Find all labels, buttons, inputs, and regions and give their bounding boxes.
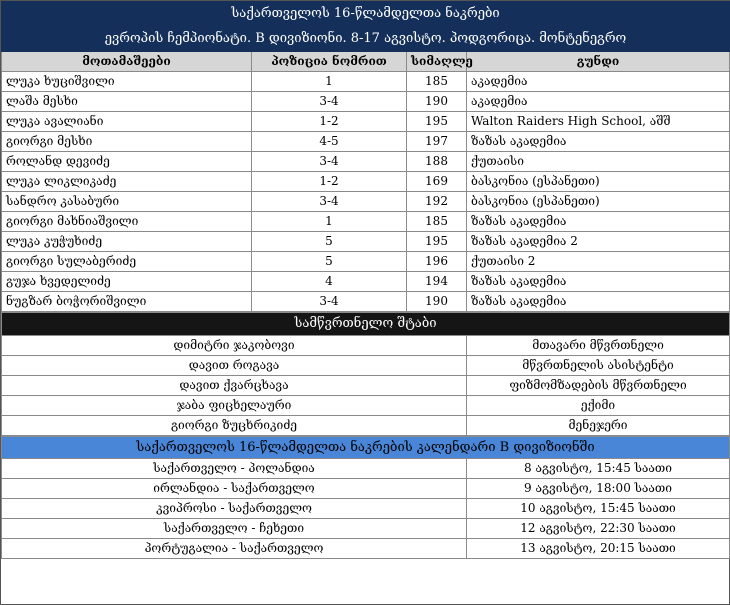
page-title: საქართველოს 16-წლამდელთა ნაკრები xyxy=(2,2,730,27)
match-teams: საქართველო - ჩეხეთი xyxy=(2,519,467,539)
player-height: 190 xyxy=(407,292,467,312)
player-row xyxy=(2,72,730,92)
player-name: ლუკა ავალიანი xyxy=(2,112,252,132)
player-team: ზაზას აკადემია xyxy=(467,212,730,232)
column-header-row xyxy=(2,52,730,72)
player-height: 196 xyxy=(407,252,467,272)
player-name: ლაშა მესხი xyxy=(2,92,252,112)
staff-role: ფიზმომზადების მწვრთნელი xyxy=(467,376,730,396)
player-position: 3-4 xyxy=(252,92,407,112)
player-height: 185 xyxy=(407,212,467,232)
subtitle-row xyxy=(2,27,730,52)
match-time: 9 აგვისტო, 18:00 საათი xyxy=(467,479,730,499)
calendar-table xyxy=(1,436,730,559)
player-name: ლუკა ლიკლიკაძე xyxy=(2,172,252,192)
player-team: ზაზას აკადემია xyxy=(467,272,730,292)
player-row xyxy=(2,92,730,112)
player-height: 169 xyxy=(407,172,467,192)
player-row xyxy=(2,172,730,192)
player-team: ქუთაისი xyxy=(467,152,730,172)
staff-row xyxy=(2,416,730,436)
player-height: 195 xyxy=(407,112,467,132)
match-teams: პორტუგალია - საქართველო xyxy=(2,539,467,559)
staff-role: მენეჯერი xyxy=(467,416,730,436)
staff-name: გიორგი ზუცხრიკიძე xyxy=(2,416,467,436)
player-position: 3-4 xyxy=(252,152,407,172)
player-height: 188 xyxy=(407,152,467,172)
match-teams: საქართველო - პოლანდია xyxy=(2,459,467,479)
staff-title: სამწვრთნელო შტაბი xyxy=(2,313,730,336)
player-name: გუჯა ხვედელიძე xyxy=(2,272,252,292)
player-row xyxy=(2,272,730,292)
staff-table xyxy=(1,312,730,436)
player-team: ქუთაისი 2 xyxy=(467,252,730,272)
player-height: 195 xyxy=(407,232,467,252)
match-time: 8 აგვისტო, 15:45 საათი xyxy=(467,459,730,479)
staff-role: მწვრთნელის ასისტენტი xyxy=(467,356,730,376)
page-subtitle: ევროპის ჩემპიონატი. B დივიზიონი. 8-17 აგვისტო. პოდგორიცა. მონტენეგრო xyxy=(2,27,730,52)
player-position: 5 xyxy=(252,252,407,272)
player-height: 190 xyxy=(407,92,467,112)
player-name: გიორგი სულაბერიძე xyxy=(2,252,252,272)
calendar-title: საქართველოს 16-წლამდელთა ნაკრების კალენდარი B დივიზიონში xyxy=(2,437,730,459)
player-row xyxy=(2,292,730,312)
player-row xyxy=(2,132,730,152)
player-height: 185 xyxy=(407,72,467,92)
player-row xyxy=(2,252,730,272)
column-header-team: გუნდი xyxy=(467,52,730,72)
staff-row xyxy=(2,396,730,416)
player-name: ლუკა ხუციშვილი xyxy=(2,72,252,92)
calendar-title-row xyxy=(2,437,730,459)
player-row xyxy=(2,192,730,212)
player-position: 1 xyxy=(252,72,407,92)
player-row xyxy=(2,212,730,232)
roster-table xyxy=(1,1,730,312)
staff-title-row xyxy=(2,313,730,336)
match-teams: ირლანდია - საქართველო xyxy=(2,479,467,499)
player-name: ლუკა კუჭუხიძე xyxy=(2,232,252,252)
player-name: გიორგი მესხი xyxy=(2,132,252,152)
player-team: აკადემია xyxy=(467,72,730,92)
staff-row xyxy=(2,376,730,396)
player-position: 3-4 xyxy=(252,292,407,312)
staff-name: დავით როგავა xyxy=(2,356,467,376)
player-height: 197 xyxy=(407,132,467,152)
player-height: 194 xyxy=(407,272,467,292)
player-row xyxy=(2,152,730,172)
match-time: 12 აგვისტო, 22:30 საათი xyxy=(467,519,730,539)
calendar-row xyxy=(2,459,730,479)
staff-name: დიმიტრი ჯაკობოვი xyxy=(2,336,467,356)
player-team: ზაზას აკადემია xyxy=(467,292,730,312)
player-name: როლანდ დევიძე xyxy=(2,152,252,172)
player-position: 3-4 xyxy=(252,192,407,212)
player-position: 4-5 xyxy=(252,132,407,152)
player-name: სანდრო კასაბური xyxy=(2,192,252,212)
player-name: გიორგი მახნიაშვილი xyxy=(2,212,252,232)
player-team: ბასკონია (ესპანეთი) xyxy=(467,192,730,212)
player-position: 1-2 xyxy=(252,172,407,192)
player-team: Walton Raiders High School, აშშ xyxy=(467,112,730,132)
player-height: 192 xyxy=(407,192,467,212)
calendar-row xyxy=(2,479,730,499)
player-position: 4 xyxy=(252,272,407,292)
player-team: ზაზას აკადემია 2 xyxy=(467,232,730,252)
calendar-row xyxy=(2,539,730,559)
staff-name: დავით ქვარცხავა xyxy=(2,376,467,396)
title-row xyxy=(2,2,730,27)
column-header-position: პოზიცია ნომრით xyxy=(252,52,407,72)
player-team: ბასკონია (ესპანეთი) xyxy=(467,172,730,192)
column-header-height: სიმაღლე xyxy=(407,52,467,72)
match-time: 13 აგვისტო, 20:15 საათი xyxy=(467,539,730,559)
staff-role: ექიმი xyxy=(467,396,730,416)
player-position: 5 xyxy=(252,232,407,252)
match-time: 10 აგვისტო, 15:45 საათი xyxy=(467,499,730,519)
player-row xyxy=(2,232,730,252)
player-name: ნუგზარ ბოჭორიშვილი xyxy=(2,292,252,312)
player-team: აკადემია xyxy=(467,92,730,112)
player-position: 1-2 xyxy=(252,112,407,132)
player-row xyxy=(2,112,730,132)
calendar-row xyxy=(2,499,730,519)
match-teams: კვიპროსი - საქართველო xyxy=(2,499,467,519)
staff-role: მთავარი მწვრთნელი xyxy=(467,336,730,356)
staff-row xyxy=(2,336,730,356)
column-header-players: მოთამაშეები xyxy=(2,52,252,72)
player-team: ზაზას აკადემია xyxy=(467,132,730,152)
calendar-row xyxy=(2,519,730,539)
staff-row xyxy=(2,356,730,376)
player-position: 1 xyxy=(252,212,407,232)
staff-name: ჯაბა ფიცხელაური xyxy=(2,396,467,416)
